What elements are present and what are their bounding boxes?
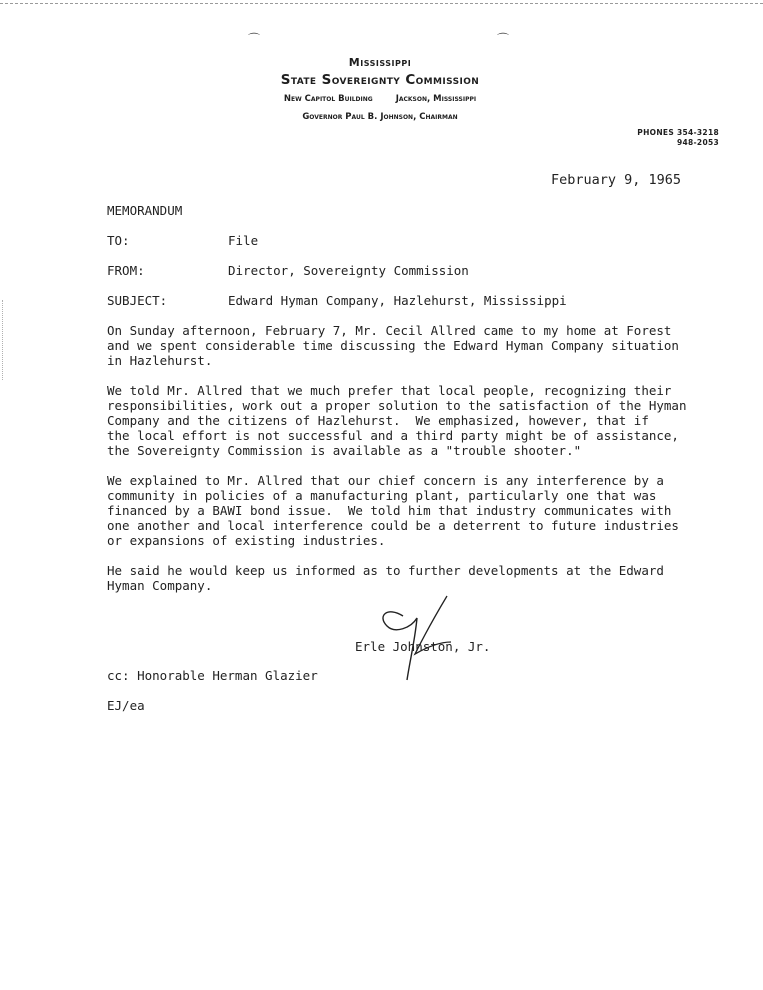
memo-date: February 9, 1965 (551, 172, 682, 188)
body-paragraph-2: We told Mr. Allred that we much prefer that local people, recognizing their responsibilities, work out a proper solution to the satisfaction of the Hyman Company and the citizens of Hazlehurst. We emphasized, however, that if the local effort is not successful and a third party might be of assistance, the Sovereignty Commission is available as a "trouble shooter." (107, 383, 687, 458)
letterhead-governor: Governor Paul B. Johnson, Chairman (302, 112, 458, 122)
letterhead-address (180, 92, 580, 106)
body-paragraph-4: He said he would keep us informed as to further developments at the Edward Hyman Company. (107, 563, 664, 593)
subject-value: Edward Hyman Company, Hazlehurst, Mississippi (228, 293, 567, 308)
cc-line: cc: Honorable Herman Glazier (107, 668, 318, 683)
from-label: FROM: (107, 263, 145, 278)
phone-number-2: 948-2053 (676, 138, 719, 147)
memo-heading: MEMORANDUM (107, 203, 183, 218)
subject-label: SUBJECT: (107, 293, 168, 308)
scan-mark: ⌒ (248, 32, 261, 46)
signature-name: Erle Johnston, Jr. (355, 639, 491, 654)
scan-mark: ⌒ (497, 32, 510, 46)
to-value: File (228, 233, 259, 248)
body-paragraph-1: On Sunday afternoon, February 7, Mr. Cecil Allred came to my home at Forest and we spent considerable time discussing the Edward Hyman Company situation in Hazlehurst. (107, 323, 679, 368)
letterhead-state: Mississippi (348, 56, 412, 69)
handwritten-signature (355, 594, 505, 682)
letterhead-city: Jackson, Mississippi (395, 94, 477, 104)
page-top-edge (0, 0, 763, 4)
page-left-edge (2, 300, 4, 380)
letterhead (180, 56, 580, 124)
phone-numbers (637, 128, 719, 148)
phone-number-1: PHONES 354-3218 (637, 128, 719, 137)
to-label: TO: (107, 233, 130, 248)
body-paragraph-3: We explained to Mr. Allred that our chief concern is any interference by a community in policies of a manufacturing plant, particularly one that was financed by a BAWI bond issue. We told him that industry communicates with one another and local interference could be a deterrent to future industries or expansions of existing industries. (107, 473, 679, 548)
letterhead-commission: State Sovereignty Commission (280, 72, 480, 88)
typist-initials: EJ/ea (107, 698, 145, 713)
letterhead-building: New Capitol Building (283, 94, 373, 104)
from-value: Director, Sovereignty Commission (228, 263, 469, 278)
